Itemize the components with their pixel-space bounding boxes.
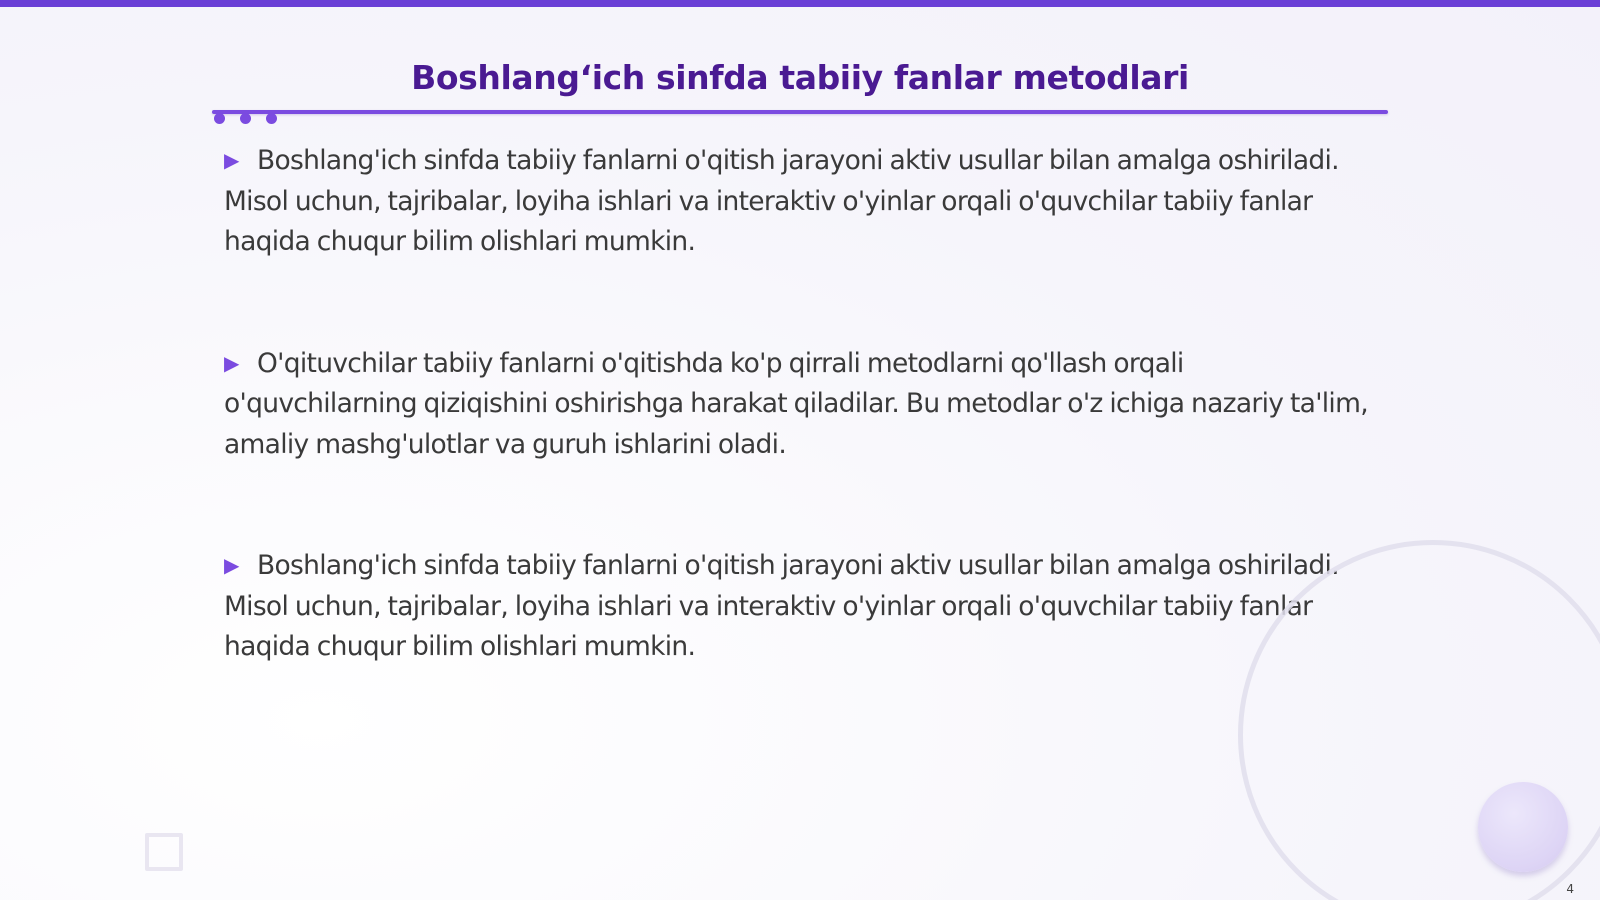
decor-dot — [214, 113, 225, 124]
bullet-item — [224, 343, 1374, 466]
bullet-item — [224, 545, 1374, 668]
bullet-text: Boshlang'ich sinfda tabiiy fanlarni o'qitish jarayoni aktiv usullar bilan amalga oshiriladi. Misol uchun, tajribalar, loyiha ishlari va interaktiv o'yinlar orqali o'quvchilar tabiiy fanlar haqida chuqur bilim olishlari mumkin. — [224, 550, 1339, 662]
title-underline — [212, 110, 1388, 114]
decor-square — [145, 833, 183, 871]
page-number: 4 — [1566, 882, 1574, 896]
decor-dot — [266, 113, 277, 124]
triangle-bullet-icon: ▶ — [224, 350, 239, 375]
bullet-list — [224, 140, 1374, 748]
triangle-bullet-icon: ▶ — [224, 148, 239, 172]
decor-dot — [240, 113, 251, 124]
bullet-text: O'qituvchilar tabiiy fanlarni o'qitishda ko'p qirrali metodlarni qo'llash orqali o'quvchilarning qiziqishini oshirishga harakat qiladilar. Bu metodlar o'z ichiga nazariy ta'lim, amaliy mashg'ulotlar va guruh ishlarini oladi. — [224, 347, 1368, 460]
top-accent-bar — [0, 0, 1600, 7]
decor-ball — [1478, 782, 1568, 872]
triangle-bullet-icon: ▶ — [224, 553, 239, 577]
bullet-item — [224, 140, 1374, 263]
slide-title: Boshlang‘ich sinfda tabiiy fanlar metodlari — [411, 58, 1189, 97]
bullet-text: Boshlang'ich sinfda tabiiy fanlarni o'qitish jarayoni aktiv usullar bilan amalga oshiriladi. Misol uchun, tajribalar, loyiha ishlari va interaktiv o'yinlar orqali o'quvchilar tabiiy fanlar haqida chuqur bilim olishlari mumkin. — [224, 145, 1339, 257]
